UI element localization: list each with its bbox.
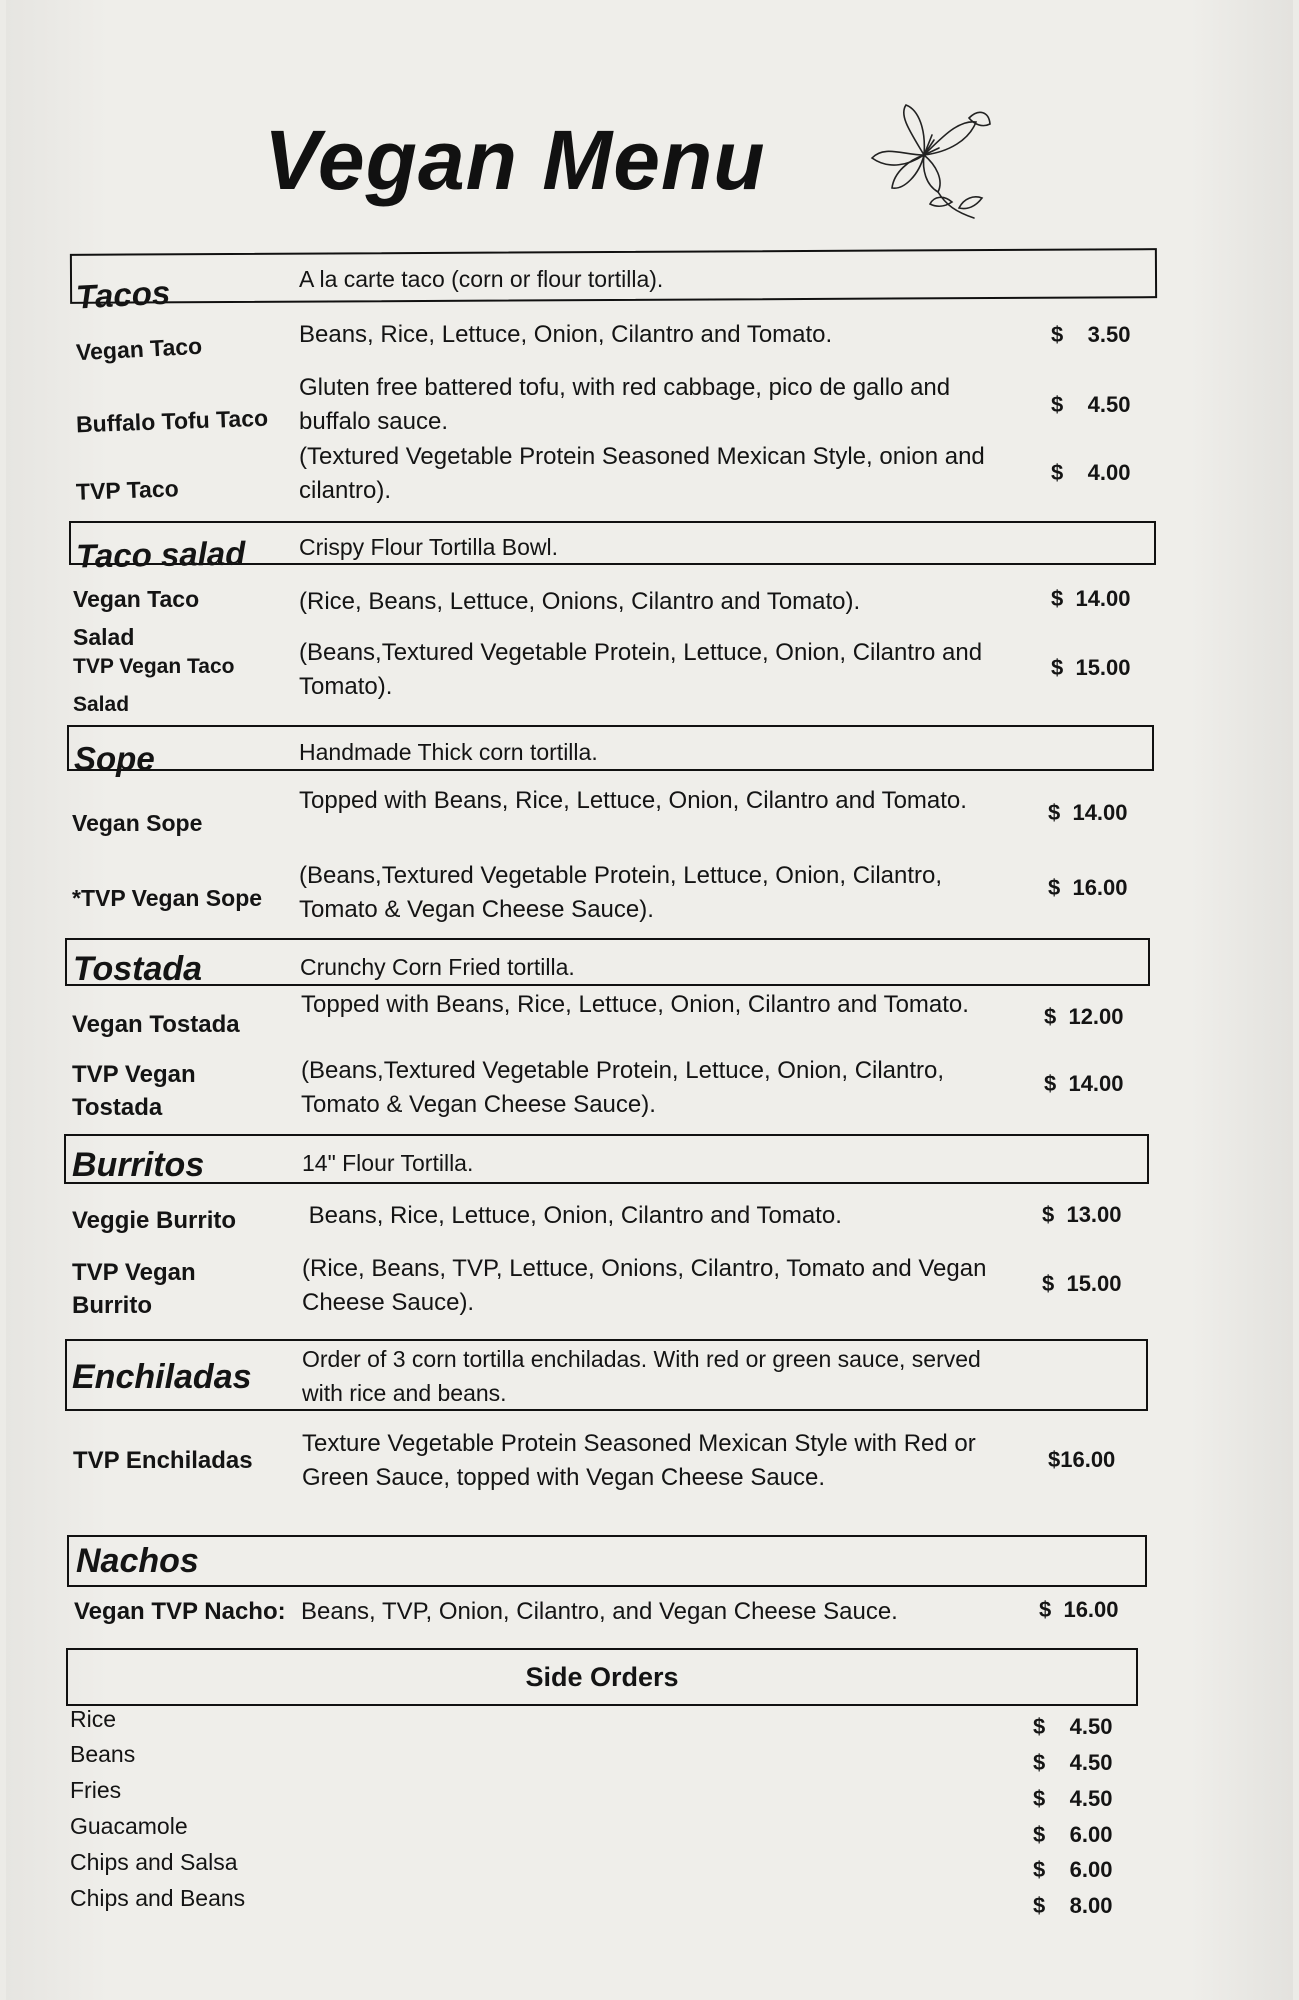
lily-flower-icon [864, 100, 994, 225]
tacos-description: A la carte taco (corn or flour tortilla). [299, 266, 664, 292]
menu-item-name: Vegan Sope [72, 810, 203, 836]
burritos-description: 14" Flour Tortilla. [302, 1150, 474, 1176]
burritos-title: Burritos [72, 1146, 205, 1184]
menu-item-description: (Rice, Beans, Lettuce, Onions, Cilantro and Tomato). [299, 588, 861, 615]
menu-item-price: $ 14.00 [1044, 1071, 1124, 1096]
sope-title: Sope [74, 740, 155, 777]
side-order-name: Beans [70, 1741, 136, 1767]
tacos-title: Tacos [75, 273, 172, 316]
menu-item-description: (Beans,Textured Vegetable Protein, Lettuce, Onion, Cilantro and Tomato). [299, 639, 983, 700]
side-orders-header: Side Orders [66, 1648, 1138, 1706]
side-order-price: $ 4.50 [1033, 1750, 1113, 1775]
menu-item-name: TVP Enchiladas [73, 1447, 253, 1474]
menu-item-description: (Textured Vegetable Protein Seasoned Mexican Style, onion and cilantro). [299, 443, 985, 504]
menu-item-price: $ 14.00 [1048, 800, 1128, 825]
side-order-name: Chips and Salsa [70, 1849, 238, 1875]
enchiladas-description: Order of 3 corn tortilla enchiladas. With red or green sauce, served with rice and beans. [302, 1346, 981, 1406]
menu-item-price: $ 3.50 [1051, 322, 1131, 347]
menu-item-name: Vegan TVP Nacho: [74, 1598, 286, 1625]
tostada-title: Tostada [73, 950, 203, 988]
menu-item-name: Buffalo Tofu Taco [75, 404, 269, 438]
menu-item-price: $ 16.00 [1048, 875, 1128, 900]
menu-item-description: Texture Vegetable Protein Seasoned Mexican Style with Red or Green Sauce, topped with Vegan Cheese Sauce. [302, 1430, 976, 1491]
menu-item-name: TVP Vegan Taco Salad [73, 655, 235, 716]
menu-item-description: Beans, TVP, Onion, Cilantro, and Vegan Cheese Sauce. [301, 1598, 898, 1625]
side-order-price: $ 6.00 [1033, 1822, 1113, 1847]
side-order-name: Fries [70, 1777, 122, 1803]
menu-item-price: $ 12.00 [1044, 1004, 1124, 1029]
menu-item-name: Vegan Taco Salad [73, 586, 200, 650]
side-order-name: Guacamole [70, 1813, 188, 1839]
menu-item-price: $16.00 [1048, 1447, 1116, 1472]
menu-item-price: $ 16.00 [1039, 1597, 1119, 1622]
sope-description: Handmade Thick corn tortilla. [299, 739, 598, 765]
menu-item-name: Veggie Burrito [72, 1207, 237, 1234]
tostada-description: Crunchy Corn Fried tortilla. [300, 954, 575, 980]
nachos-header-box [67, 1535, 1147, 1587]
side-order-price: $ 8.00 [1033, 1893, 1113, 1918]
menu-item-name: TVP Vegan Burrito [72, 1259, 196, 1319]
side-order-price: $ 6.00 [1033, 1857, 1113, 1882]
menu-item-description: Beans, Rice, Lettuce, Onion, Cilantro and Tomato. [302, 1202, 842, 1229]
nachos-title: Nachos [76, 1542, 199, 1580]
menu-item-name: *TVP Vegan Sope [72, 885, 263, 911]
menu-item-description: (Rice, Beans, TVP, Lettuce, Onions, Cilantro, Tomato and Vegan Cheese Sauce). [302, 1255, 987, 1316]
menu-item-description: Beans, Rice, Lettuce, Onion, Cilantro and Tomato. [299, 321, 833, 348]
menu-item-description: Topped with Beans, Rice, Lettuce, Onion, Cilantro and Tomato. [301, 991, 969, 1018]
menu-item-description: Gluten free battered tofu, with red cabbage, pico de gallo and buffalo sauce. [299, 374, 951, 435]
menu-item-price: $ 15.00 [1042, 1271, 1122, 1296]
menu-item-price: $ 14.00 [1051, 586, 1131, 611]
menu-item-description: Topped with Beans, Rice, Lettuce, Onion, Cilantro and Tomato. [299, 787, 967, 814]
menu-item-name: TVP Taco [75, 475, 180, 505]
burritos-header-box [64, 1134, 1149, 1184]
menu-item-description: (Beans,Textured Vegetable Protein, Lettuce, Onion, Cilantro, Tomato & Vegan Cheese Sauce). [301, 1057, 945, 1118]
menu-item-price: $ 13.00 [1042, 1202, 1122, 1227]
menu-title: Vegan Menu [264, 113, 766, 207]
side-order-name: Chips and Beans [70, 1885, 246, 1911]
menu-item-price: $ 15.00 [1051, 655, 1131, 680]
taco-salad-title: Taco salad [75, 534, 246, 575]
tostada-header-box [65, 938, 1150, 986]
side-order-name: Rice [70, 1706, 117, 1732]
sope-header-box [67, 725, 1154, 771]
menu-item-name: TVP Vegan Tostada [72, 1061, 196, 1121]
taco-salad-description: Crispy Flour Tortilla Bowl. [299, 534, 559, 560]
menu-item-name: Vegan Taco [75, 332, 203, 366]
side-order-price: $ 4.50 [1033, 1714, 1113, 1739]
enchiladas-title: Enchiladas [72, 1358, 252, 1396]
side-order-price: $ 4.50 [1033, 1786, 1113, 1811]
menu-item-price: $ 4.50 [1051, 392, 1131, 417]
menu-item-price: $ 4.00 [1051, 460, 1131, 485]
menu-item-description: (Beans,Textured Vegetable Protein, Lettuce, Onion, Cilantro, Tomato & Vegan Cheese Sauce). [299, 862, 943, 923]
menu-page [6, 0, 1293, 2000]
menu-item-name: Vegan Tostada [72, 1011, 240, 1038]
